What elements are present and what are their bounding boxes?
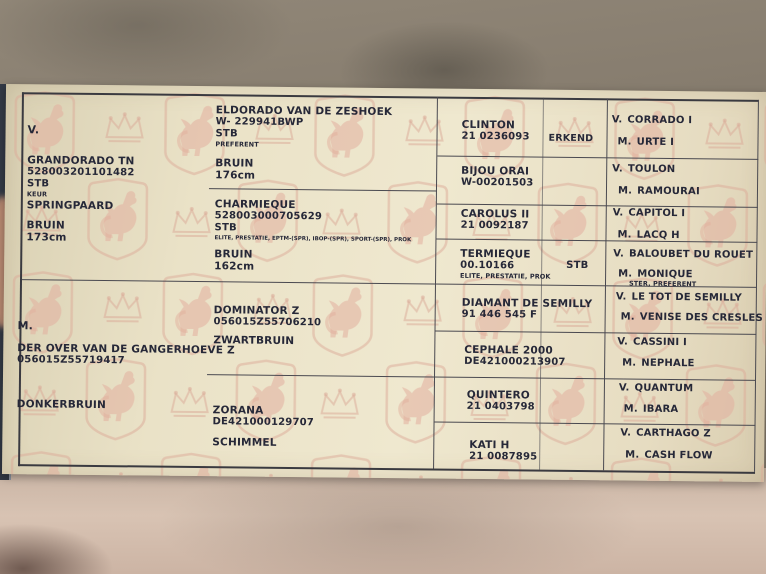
gen3-cell — [464, 344, 566, 369]
coat-color: BRUIN — [215, 157, 254, 170]
horse-name: DOMINATOR Z — [213, 304, 300, 318]
gen4-ancestor — [618, 268, 697, 289]
gen4-ancestor — [620, 427, 710, 439]
pedigree-paper — [2, 84, 766, 482]
ancestor-marker: V. — [617, 336, 629, 348]
ancestor-marker: M. — [618, 268, 633, 280]
ancestor-marker: V. — [620, 427, 632, 439]
sire-studbook: STB — [26, 178, 50, 190]
horse-name: DIAMANT DE SEMILLY — [461, 296, 593, 311]
gen2-cell — [212, 404, 432, 450]
gen4-ancestor — [616, 291, 742, 303]
dam-marker: M. — [17, 319, 34, 333]
gen4-ancestor — [612, 114, 693, 126]
ancestor-name: IBARA — [642, 403, 679, 416]
ancestor-name: RAMOURAI — [637, 185, 700, 198]
ancestor-marker: V. — [618, 382, 630, 394]
gen4-ancestor — [625, 450, 713, 462]
registration-number: 21 0236093 — [461, 130, 530, 143]
ancestor-marker: V. — [612, 163, 623, 175]
ancestor-marker: M. — [623, 403, 638, 415]
horse-name: CLINTON — [461, 118, 516, 132]
gen3-cell — [461, 208, 530, 233]
gen4-ancestor — [617, 136, 674, 148]
ancestor-name: CAPITOL I — [628, 207, 686, 220]
registration-number: 91 446 545 F — [461, 308, 538, 321]
ancestor-marker: V. — [613, 248, 625, 260]
sire-height: 173cm — [26, 231, 67, 244]
gen3-cell — [461, 165, 534, 190]
dam-registration: 056015Z55719417 — [17, 354, 125, 367]
gen4-ancestor — [613, 248, 753, 260]
dam-name: DER OVER VAN DE GANGERHOEVE Z — [17, 342, 235, 357]
registration-number: W- 229941BWP — [215, 116, 304, 129]
ancestor-marker: M. — [617, 185, 633, 197]
registration-number: 21 0087895 — [469, 450, 538, 463]
registration-number: 528003000705629 — [214, 210, 323, 223]
ancestor-name: MONIQUE — [637, 268, 693, 281]
horse-name: ZORANA — [212, 404, 264, 417]
ancestor-marker: M. — [617, 136, 632, 148]
ancestor-marker: M. — [620, 311, 635, 323]
horse-name: QUINTERO — [466, 388, 530, 402]
coat-color: SCHIMMEL — [212, 436, 277, 449]
ancestor-name: BALOUBET DU ROUET — [628, 248, 754, 261]
gen4-ancestor — [621, 311, 763, 323]
gen4-ancestor — [622, 357, 695, 369]
gen3-cell — [462, 297, 593, 322]
ancestor-name: LACQ H — [636, 229, 680, 242]
studbook: STB — [214, 222, 237, 234]
height: 176cm — [215, 169, 256, 182]
registration-number: DE421000129707 — [212, 416, 315, 429]
predicates: PREFERENT — [215, 140, 259, 149]
coat-color: BRUIN — [214, 248, 253, 261]
gen2-cell — [215, 104, 436, 183]
sire-predicates: KEUR — [26, 190, 48, 199]
ancestor-predicates: STER, PREFERENT — [628, 279, 697, 289]
predicates: ELITE, PRESTATIE, PROK — [460, 271, 551, 281]
horse-name: CHARMIEQUE — [214, 198, 296, 212]
sire-discipline: SPRINGPAARD — [26, 199, 114, 213]
ancestor-name: URTE I — [636, 136, 675, 149]
gen1-sire-cell — [26, 124, 212, 245]
gen4-ancestor — [617, 229, 679, 241]
approval-note: ERKEND — [548, 132, 594, 145]
horse-name: ELDORADO VAN DE ZESHOEK — [215, 104, 393, 119]
horse-name: BIJOU ORAI — [461, 164, 530, 178]
ancestor-name: NEPHALE — [641, 357, 695, 370]
sire-registration: 528003201101482 — [27, 166, 135, 179]
gen4-ancestor — [613, 207, 686, 219]
dam-color: DONKERBRUIN — [16, 398, 107, 412]
gen3-cell — [467, 389, 535, 414]
photo-background-bottom — [0, 468, 766, 574]
ancestor-marker: V. — [612, 207, 624, 219]
gen4-ancestor — [624, 404, 679, 416]
sire-name: GRANDORADO TN — [27, 154, 135, 168]
registration-number: W-00201503 — [461, 176, 534, 189]
gen4-ancestor — [617, 336, 687, 348]
ancestor-name: TOULON — [627, 163, 676, 176]
horse-name: KATI H — [469, 438, 510, 452]
horse-name: TERMIEQUE — [460, 247, 531, 261]
ancestor-name: VENISE DES CRESLES — [639, 311, 763, 324]
registration-number: DE421000213907 — [464, 355, 566, 368]
gen3-cell — [469, 439, 537, 464]
horse-name: CAROLUS II — [460, 207, 530, 221]
predicates: ELITE, PRESTATIE, EPTM-(SPR), IBOP-(SPR), SPORT-(SPR), PROK — [214, 235, 412, 244]
gen4-ancestor — [618, 185, 700, 197]
ancestor-name: CARTHAGO Z — [636, 427, 711, 440]
gen4-ancestor — [612, 163, 675, 175]
ancestor-name: CORRADO I — [627, 114, 693, 127]
ancestor-name: CASH FLOW — [644, 449, 713, 462]
gen1-dam-cell — [16, 319, 235, 412]
studbook-note: STB — [566, 259, 589, 272]
horse-name: CEPHALE 2000 — [464, 343, 554, 357]
height: 162cm — [214, 260, 255, 273]
registration-number: 056015Z55706210 — [213, 316, 322, 329]
gen4-ancestor — [619, 382, 693, 394]
sire-color: BRUIN — [26, 219, 65, 232]
ancestor-marker: M. — [617, 229, 632, 241]
ancestor-name: LE TOT DE SEMILLY — [631, 291, 743, 304]
gen2-cell — [213, 304, 433, 348]
gen2-cell — [214, 198, 435, 274]
ancestor-marker: M. — [625, 449, 640, 461]
ancestor-marker: V. — [615, 291, 627, 303]
registration-number: 21 0403798 — [466, 400, 535, 413]
ancestor-marker: V. — [611, 114, 623, 126]
sire-marker: V. — [27, 123, 40, 137]
registration-number: 00.10166 — [460, 259, 515, 272]
studbook: STB — [215, 128, 238, 140]
ancestor-marker: M. — [622, 357, 637, 369]
gen3-cell — [461, 119, 529, 144]
ancestor-name: CASSINI I — [632, 336, 687, 349]
gen3-cell — [460, 248, 551, 282]
coat-color: ZWARTBRUIN — [213, 334, 295, 348]
registration-number: 21 0092187 — [460, 219, 529, 232]
ancestor-name: QUANTUM — [634, 382, 694, 395]
